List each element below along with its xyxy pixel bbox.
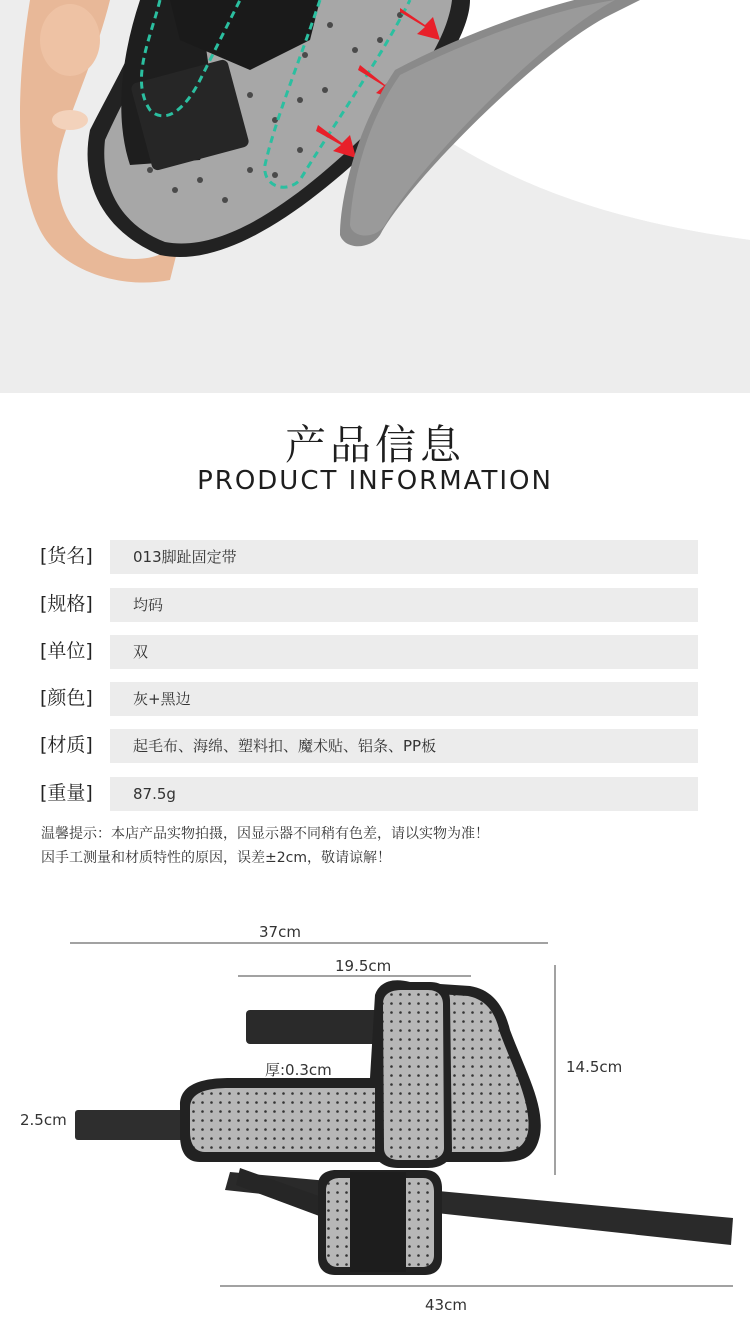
info-label: [规格] — [40, 593, 93, 615]
section-title-cn: 产品信息 — [285, 421, 465, 469]
info-value: 均码 — [110, 588, 698, 622]
dimension-height: 14.5cm — [566, 1058, 623, 1076]
info-row-material — [40, 729, 700, 763]
note-line-1: 温馨提示：本店产品实物拍摄，因显示器不同稍有色差，请以实物为准！ — [41, 826, 489, 842]
dimension-total-bottom: 43cm — [425, 1296, 467, 1314]
dimension-diagram — [0, 900, 750, 1316]
dimension-thickness: 厚:0.3cm — [265, 1061, 332, 1079]
info-row-unit — [40, 635, 700, 669]
info-value: 013脚趾固定带 — [110, 540, 698, 574]
info-label: [材质] — [40, 734, 93, 756]
info-row-color — [40, 682, 700, 716]
info-label: [重量] — [40, 782, 93, 804]
info-row-weight — [40, 777, 700, 811]
info-value: 灰+黑边 — [110, 682, 698, 716]
dimension-total-top: 37cm — [259, 923, 301, 941]
product-photo — [0, 0, 750, 393]
info-value: 双 — [110, 635, 698, 669]
info-row-size — [40, 588, 700, 622]
section-title-en: PRODUCT INFORMATION — [197, 466, 553, 496]
dimension-strap-width: 2.5cm — [20, 1111, 67, 1129]
info-value: 起毛布、海绵、塑料扣、魔术贴、铝条、PP板 — [110, 729, 698, 763]
info-label: [颜色] — [40, 687, 93, 709]
info-label: [单位] — [40, 640, 93, 662]
note-line-2: 因手工测量和材质特性的原因，误差±2cm，敬请谅解！ — [41, 850, 391, 866]
info-label: [货名] — [40, 545, 93, 567]
info-row-name — [40, 540, 700, 574]
info-value: 87.5g — [110, 777, 698, 811]
dimension-panel-width: 19.5cm — [335, 957, 392, 975]
product-photo-illustration — [0, 0, 750, 393]
